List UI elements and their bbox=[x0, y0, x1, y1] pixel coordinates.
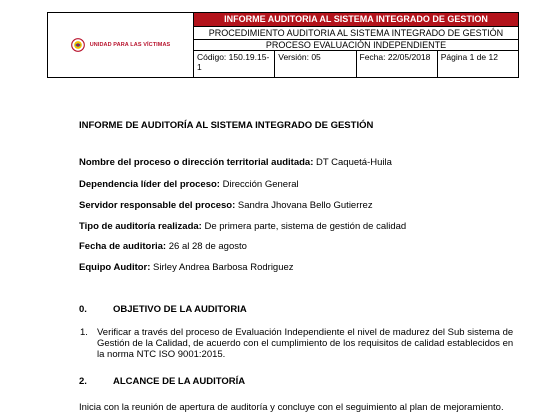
document-title: INFORME DE AUDITORÍA AL SISTEMA INTEGRADO DE GESTIÓN bbox=[79, 120, 374, 131]
section-0-number: 0. bbox=[79, 304, 87, 315]
field-label: Equipo Auditor: bbox=[79, 262, 151, 273]
unidad-victimas-logo-icon bbox=[71, 38, 85, 52]
field-value: Sandra Jhovana Bello Gutierrez bbox=[235, 200, 373, 211]
section-2-title: ALCANCE DE LA AUDITORÍA bbox=[113, 376, 246, 387]
field-value: 26 al 28 de agosto bbox=[166, 241, 247, 252]
field-responsible bbox=[79, 200, 373, 211]
field-audit-team bbox=[79, 262, 294, 273]
field-audit-date bbox=[79, 241, 247, 252]
section-2-number: 2. bbox=[79, 376, 87, 387]
logo-text: UNIDAD PARA LAS VÍCTIMAS bbox=[89, 42, 171, 48]
report-title: INFORME AUDITORIA AL SISTEMA INTEGRADO DE GESTION bbox=[194, 13, 519, 27]
section-0-title: OBJETIVO DE LA AUDITORIA bbox=[113, 304, 247, 315]
logo-cell bbox=[48, 13, 194, 78]
field-label: Servidor responsable del proceso: bbox=[79, 200, 236, 211]
field-value: Dirección General bbox=[219, 179, 299, 190]
field-process-name bbox=[79, 157, 392, 168]
field-label: Tipo de auditoría realizada: bbox=[79, 221, 202, 232]
field-audit-type bbox=[79, 221, 406, 232]
field-value: DT Caquetá-Huila bbox=[313, 157, 392, 168]
field-value: Sirley Andrea Barbosa Rodriguez bbox=[150, 262, 294, 273]
page-number: Página 1 de 12 bbox=[437, 51, 518, 78]
procedure-name: PROCEDIMIENTO AUDITORIA AL SISTEMA INTEGRADO DE GESTIÓN bbox=[194, 27, 519, 40]
field-label: Dependencia líder del proceso: bbox=[79, 179, 220, 190]
document-version: Versión: 05 bbox=[275, 51, 356, 78]
field-lead-dependency bbox=[79, 179, 299, 190]
document-date: Fecha: 22/05/2018 bbox=[356, 51, 437, 78]
field-label: Fecha de auditoria: bbox=[79, 241, 167, 252]
scope-text: Inicia con la reunión de apertura de auditoría y concluye con el seguimiento al plan de mejoramiento. bbox=[79, 402, 504, 413]
process-name: PROCESO EVALUACIÓN INDEPENDIENTE bbox=[194, 40, 519, 51]
field-label: Nombre del proceso o dirección territorial auditada: bbox=[79, 157, 314, 168]
document-code: Código: 150.19.15-1 bbox=[194, 51, 275, 78]
objective-item-number: 1. bbox=[80, 327, 88, 338]
field-value: De primera parte, sistema de gestión de calidad bbox=[201, 221, 407, 232]
objective-item-text: Verificar a través del proceso de Evaluación Independiente el nivel de madurez del Sub sistema de Gestión de la Calidad, de acuerdo con el cumplimiento de los requisitos de calidad establecidos en la norma NTC ISO 9001:2015. bbox=[97, 327, 514, 360]
document-header bbox=[47, 12, 519, 78]
